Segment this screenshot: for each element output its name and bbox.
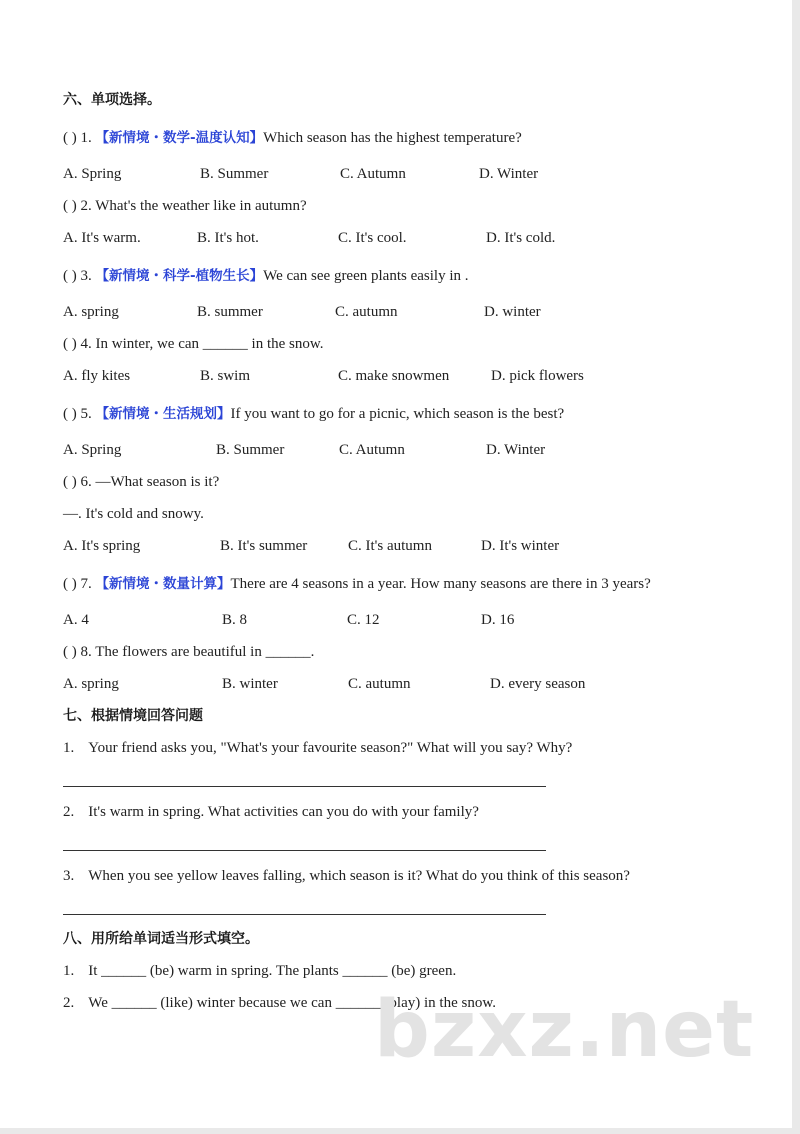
fill-question-2-text: We ______ (like) winter because we can ______ (play) in the snow. xyxy=(88,995,496,1011)
question-3-option-d: D. winter xyxy=(484,304,541,320)
situational-question-1 xyxy=(63,738,572,758)
question-8-option-d: D. every season xyxy=(490,676,586,692)
question-2-option-d: D. It's cold. xyxy=(486,230,556,246)
question-6-option-a: A. It's spring xyxy=(63,538,141,554)
watermark-logo: bzxz.net xyxy=(374,985,755,1075)
situational-question-2-number: 2. xyxy=(63,804,75,820)
question-1-option-c: C. Autumn xyxy=(340,166,406,182)
question-7-number: ( ) 7. xyxy=(63,576,96,592)
question-3-option-b: B. summer xyxy=(197,304,263,320)
question-8-number: ( ) 8. xyxy=(63,644,96,660)
question-1-option-d: D. Winter xyxy=(479,166,539,182)
question-5-option-c: C. Autumn xyxy=(339,442,405,458)
question-3-number: ( ) 3. xyxy=(63,268,96,284)
question-1-option-a: A. Spring xyxy=(63,166,122,182)
question-3-option-a: A. spring xyxy=(63,304,119,320)
question-2-text: What's the weather like in autumn? xyxy=(95,198,307,214)
question-4-option-d: D. pick flowers xyxy=(491,368,584,384)
question-5-option-b: B. Summer xyxy=(216,442,285,458)
section-heading-six: 六、单项选择。 xyxy=(63,92,161,108)
question-8 xyxy=(63,642,314,662)
question-3 xyxy=(63,266,469,286)
question-4-option-c: C. make snowmen xyxy=(338,368,450,384)
question-5 xyxy=(63,404,564,424)
question-7-option-c: C. 12 xyxy=(347,612,380,628)
question-5-tag: 【新情境・生活规划】 xyxy=(95,406,231,422)
question-2-number: ( ) 2. xyxy=(63,198,96,214)
question-3-option-c: C. autumn xyxy=(335,304,398,320)
question-7-text: There are 4 seasons in a year. How many seasons are there in 3 years? xyxy=(230,576,651,592)
fill-question-1-number: 1. xyxy=(63,963,75,979)
question-6-option-c: C. It's autumn xyxy=(348,538,432,554)
question-8-option-b: B. winter xyxy=(222,676,278,692)
question-6-option-b: B. It's summer xyxy=(220,538,308,554)
question-3-text: We can see green plants easily in . xyxy=(263,268,469,284)
situational-question-2-text: It's warm in spring. What activities can you do with your family? xyxy=(88,804,479,820)
question-6 xyxy=(63,472,219,492)
situational-question-3-number: 3. xyxy=(63,868,75,884)
question-1-tag: 【新情境・数学-温度认知】 xyxy=(95,130,264,146)
question-4-number: ( ) 4. xyxy=(63,336,96,352)
question-1-number: ( ) 1. xyxy=(63,130,96,146)
question-6-option-d: D. It's winter xyxy=(481,538,560,554)
question-5-option-d: D. Winter xyxy=(486,442,546,458)
question-3-tag: 【新情境・科学-植物生长】 xyxy=(95,268,264,284)
question-8-option-a: A. spring xyxy=(63,676,119,692)
question-6-text: —What season is it? xyxy=(95,474,220,490)
situational-question-1-text: Your friend asks you, "What's your favourite season?" What will you say? Why? xyxy=(88,740,573,756)
question-2-option-c: C. It's cool. xyxy=(338,230,407,246)
fill-question-1-text: It ______ (be) warm in spring. The plants ______ (be) green. xyxy=(88,963,457,979)
answer-line-2[interactable] xyxy=(63,850,546,851)
situational-question-1-number: 1. xyxy=(63,740,75,756)
question-7-option-d: D. 16 xyxy=(481,612,515,628)
question-1-text: Which season has the highest temperature? xyxy=(263,130,522,146)
question-2-option-a: A. It's warm. xyxy=(63,230,141,246)
fill-question-1 xyxy=(63,961,456,981)
question-1 xyxy=(63,128,522,148)
question-4-text: In winter, we can ______ in the snow. xyxy=(95,336,324,352)
section-heading-seven: 七、根据情境回答问题 xyxy=(63,708,203,724)
question-8-text: The flowers are beautiful in ______. xyxy=(95,644,315,660)
question-7-option-a: A. 4 xyxy=(63,612,89,628)
question-4-option-a: A. fly kites xyxy=(63,368,131,384)
question-7 xyxy=(63,574,651,594)
question-1-option-b: B. Summer xyxy=(200,166,269,182)
situational-question-3 xyxy=(63,866,630,886)
question-5-text: If you want to go for a picnic, which season is the best? xyxy=(230,406,565,422)
section-heading-eight: 八、用所给单词适当形式填空。 xyxy=(63,931,259,947)
question-7-tag: 【新情境・数量计算】 xyxy=(95,576,231,592)
question-4 xyxy=(63,334,323,354)
question-6-number: ( ) 6. xyxy=(63,474,96,490)
question-8-option-c: C. autumn xyxy=(348,676,411,692)
question-5-option-a: A. Spring xyxy=(63,442,122,458)
question-6-response: —. It's cold and snowy. xyxy=(63,506,204,522)
question-2 xyxy=(63,196,307,216)
situational-question-2 xyxy=(63,802,479,822)
question-5-number: ( ) 5. xyxy=(63,406,96,422)
fill-question-2-number: 2. xyxy=(63,995,75,1011)
question-7-option-b: B. 8 xyxy=(222,612,248,628)
answer-line-1[interactable] xyxy=(63,786,546,787)
question-4-option-b: B. swim xyxy=(200,368,251,384)
answer-line-3[interactable] xyxy=(63,914,546,915)
situational-question-3-text: When you see yellow leaves falling, which season is it? What do you think of this season? xyxy=(88,868,630,884)
question-2-option-b: B. It's hot. xyxy=(197,230,259,246)
